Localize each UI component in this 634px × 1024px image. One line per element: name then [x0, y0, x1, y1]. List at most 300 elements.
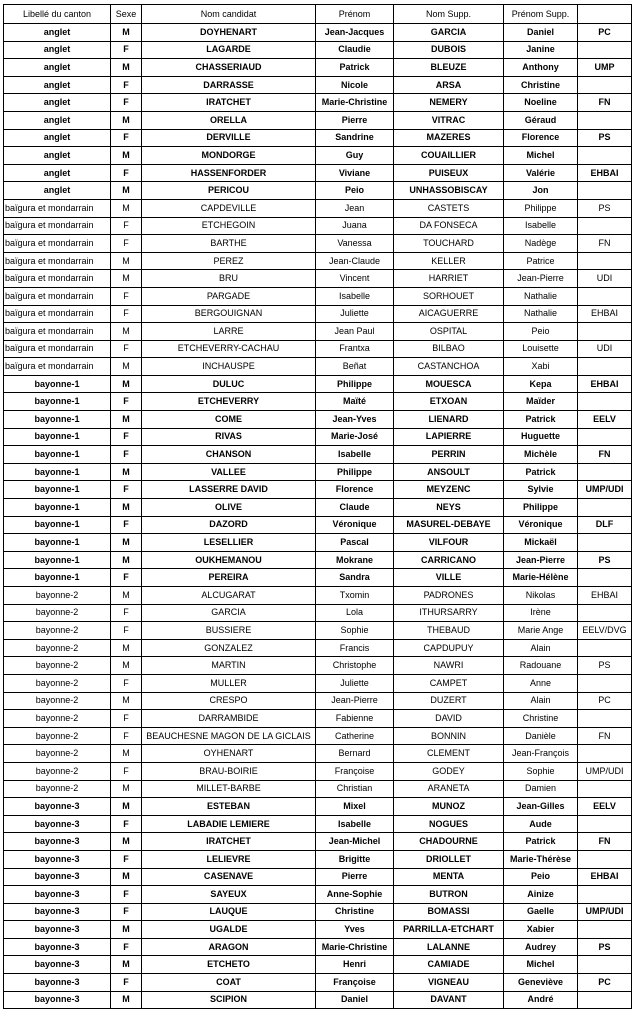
table-row: [4, 938, 632, 956]
cell-prenom-supp: Michèle: [504, 446, 578, 464]
cell-prenom: Juana: [316, 217, 394, 235]
cell-sexe: M: [111, 323, 142, 341]
cell-party: [578, 358, 632, 376]
cell-nom-supp: OSPITAL: [394, 323, 504, 341]
cell-canton: bayonne-1: [4, 569, 111, 587]
cell-sexe: M: [111, 59, 142, 77]
cell-nom-candidat: VALLEE: [142, 463, 316, 481]
cell-party: [578, 815, 632, 833]
cell-prenom: Isabelle: [316, 287, 394, 305]
cell-nom-candidat: OLIVE: [142, 499, 316, 517]
cell-canton: anglet: [4, 111, 111, 129]
cell-prenom-supp: Alain: [504, 639, 578, 657]
cell-prenom-supp: Patrick: [504, 833, 578, 851]
cell-nom-supp: CLEMENT: [394, 745, 504, 763]
cell-prenom-supp: Patrice: [504, 252, 578, 270]
cell-party: EELV: [578, 411, 632, 429]
cell-prenom-supp: Anthony: [504, 59, 578, 77]
table-row: [4, 270, 632, 288]
cell-party: [578, 780, 632, 798]
cell-canton: anglet: [4, 41, 111, 59]
table-row: [4, 727, 632, 745]
cell-sexe: M: [111, 534, 142, 552]
cell-nom-supp: BONNIN: [394, 727, 504, 745]
cell-canton: baïgura et mondarrain: [4, 217, 111, 235]
cell-canton: anglet: [4, 59, 111, 77]
cell-nom-supp: ETXOAN: [394, 393, 504, 411]
cell-nom-supp: SORHOUET: [394, 287, 504, 305]
cell-nom-candidat: ETCHEVERRY: [142, 393, 316, 411]
cell-canton: bayonne-2: [4, 639, 111, 657]
cell-nom-candidat: BRU: [142, 270, 316, 288]
cell-prenom: Brigitte: [316, 850, 394, 868]
cell-nom-supp: LIENARD: [394, 411, 504, 429]
cell-party: FN: [578, 833, 632, 851]
table-row: [4, 745, 632, 763]
cell-canton: bayonne-1: [4, 428, 111, 446]
header-nom-supp: Nom Supp.: [394, 5, 504, 24]
cell-canton: bayonne-3: [4, 974, 111, 992]
cell-nom-candidat: CRESPO: [142, 692, 316, 710]
table-row: [4, 886, 632, 904]
cell-nom-candidat: MARTIN: [142, 657, 316, 675]
cell-nom-candidat: LASSERRE DAVID: [142, 481, 316, 499]
cell-canton: bayonne-3: [4, 956, 111, 974]
cell-nom-candidat: ETCHEGOIN: [142, 217, 316, 235]
cell-prenom-supp: Jean-Pierre: [504, 270, 578, 288]
cell-party: EELV: [578, 798, 632, 816]
header-nom-candidat: Nom candidat: [142, 5, 316, 24]
cell-canton: baïgura et mondarrain: [4, 270, 111, 288]
table-row: [4, 639, 632, 657]
cell-sexe: M: [111, 991, 142, 1009]
cell-canton: bayonne-2: [4, 604, 111, 622]
cell-nom-candidat: COME: [142, 411, 316, 429]
cell-prenom: Jean-Claude: [316, 252, 394, 270]
cell-party: [578, 182, 632, 200]
cell-prenom-supp: Marie Ange: [504, 622, 578, 640]
cell-canton: bayonne-3: [4, 815, 111, 833]
cell-party: PS: [578, 199, 632, 217]
cell-party: [578, 956, 632, 974]
cell-party: PS: [578, 657, 632, 675]
cell-prenom-supp: Michel: [504, 147, 578, 165]
table-row: [4, 674, 632, 692]
cell-canton: bayonne-3: [4, 991, 111, 1009]
cell-prenom: Anne-Sophie: [316, 886, 394, 904]
cell-prenom-supp: Patrick: [504, 411, 578, 429]
cell-nom-candidat: DARRASSE: [142, 76, 316, 94]
cell-sexe: M: [111, 587, 142, 605]
cell-sexe: F: [111, 481, 142, 499]
cell-party: PC: [578, 974, 632, 992]
table-row: [4, 287, 632, 305]
cell-prenom: Catherine: [316, 727, 394, 745]
cell-sexe: F: [111, 938, 142, 956]
cell-nom-candidat: CHANSON: [142, 446, 316, 464]
cell-nom-candidat: ETCHEVERRY-CACHAU: [142, 340, 316, 358]
cell-nom-candidat: IRATCHET: [142, 94, 316, 112]
cell-party: [578, 499, 632, 517]
cell-party: UMP/UDI: [578, 481, 632, 499]
cell-prenom-supp: Nathalie: [504, 287, 578, 305]
cell-nom-candidat: GONZALEZ: [142, 639, 316, 657]
cell-canton: baïgura et mondarrain: [4, 305, 111, 323]
cell-nom-supp: VILFOUR: [394, 534, 504, 552]
cell-prenom: Lola: [316, 604, 394, 622]
cell-prenom: Daniel: [316, 991, 394, 1009]
cell-prenom: Juliette: [316, 674, 394, 692]
cell-party: [578, 710, 632, 728]
cell-nom-candidat: MULLER: [142, 674, 316, 692]
header-prenom-supp: Prénom Supp.: [504, 5, 578, 24]
cell-prenom-supp: Maïder: [504, 393, 578, 411]
cell-nom-candidat: PARGADE: [142, 287, 316, 305]
cell-nom-candidat: SAYEUX: [142, 886, 316, 904]
cell-canton: baïgura et mondarrain: [4, 199, 111, 217]
cell-party: [578, 393, 632, 411]
cell-nom-supp: NOGUES: [394, 815, 504, 833]
cell-prenom-supp: Sylvie: [504, 481, 578, 499]
cell-sexe: M: [111, 798, 142, 816]
cell-prenom-supp: Christine: [504, 710, 578, 728]
cell-prenom: Pierre: [316, 868, 394, 886]
cell-party: EHBAI: [578, 164, 632, 182]
cell-prenom: Beñat: [316, 358, 394, 376]
cell-nom-supp: LAPIERRE: [394, 428, 504, 446]
cell-nom-candidat: LESELLIER: [142, 534, 316, 552]
cell-party: EHBAI: [578, 305, 632, 323]
cell-nom-candidat: DOYHENART: [142, 24, 316, 42]
cell-sexe: M: [111, 639, 142, 657]
cell-nom-supp: MUNOZ: [394, 798, 504, 816]
table-row: [4, 921, 632, 939]
cell-prenom-supp: Gaelle: [504, 903, 578, 921]
table-row: [4, 868, 632, 886]
cell-prenom-supp: Kepa: [504, 375, 578, 393]
cell-canton: baïgura et mondarrain: [4, 340, 111, 358]
cell-sexe: F: [111, 235, 142, 253]
cell-canton: bayonne-3: [4, 798, 111, 816]
cell-nom-supp: ARANETA: [394, 780, 504, 798]
cell-nom-supp: NAWRI: [394, 657, 504, 675]
cell-nom-candidat: LAUQUE: [142, 903, 316, 921]
cell-party: UDI: [578, 340, 632, 358]
cell-canton: bayonne-3: [4, 921, 111, 939]
cell-nom-supp: DAVANT: [394, 991, 504, 1009]
cell-party: [578, 745, 632, 763]
header-prenom: Prénom: [316, 5, 394, 24]
cell-sexe: M: [111, 147, 142, 165]
cell-prenom-supp: Mickaël: [504, 534, 578, 552]
table-row: [4, 762, 632, 780]
cell-prenom-supp: Xabi: [504, 358, 578, 376]
cell-party: [578, 604, 632, 622]
cell-sexe: F: [111, 305, 142, 323]
table-row: [4, 692, 632, 710]
cell-sexe: F: [111, 516, 142, 534]
cell-sexe: F: [111, 41, 142, 59]
cell-prenom-supp: Philippe: [504, 499, 578, 517]
cell-nom-candidat: IRATCHET: [142, 833, 316, 851]
cell-prenom: Florence: [316, 481, 394, 499]
cell-sexe: F: [111, 446, 142, 464]
cell-sexe: M: [111, 499, 142, 517]
cell-sexe: F: [111, 76, 142, 94]
cell-canton: bayonne-1: [4, 446, 111, 464]
cell-nom-supp: MASUREL-DEBAYE: [394, 516, 504, 534]
cell-canton: bayonne-1: [4, 393, 111, 411]
cell-prenom: Patrick: [316, 59, 394, 77]
table-row: [4, 199, 632, 217]
cell-prenom-supp: Christine: [504, 76, 578, 94]
cell-sexe: M: [111, 780, 142, 798]
cell-nom-candidat: LAGARDE: [142, 41, 316, 59]
cell-sexe: F: [111, 622, 142, 640]
table-row: [4, 463, 632, 481]
cell-nom-candidat: BEAUCHESNE MAGON DE LA GICLAIS: [142, 727, 316, 745]
cell-nom-candidat: PEREZ: [142, 252, 316, 270]
cell-prenom: Marie-José: [316, 428, 394, 446]
cell-nom-supp: BUTRON: [394, 886, 504, 904]
cell-canton: baïgura et mondarrain: [4, 235, 111, 253]
table-row: [4, 815, 632, 833]
cell-prenom: Sandrine: [316, 129, 394, 147]
cell-party: [578, 463, 632, 481]
cell-canton: bayonne-2: [4, 622, 111, 640]
cell-prenom-supp: Florence: [504, 129, 578, 147]
cell-prenom: Henri: [316, 956, 394, 974]
table-row: [4, 147, 632, 165]
cell-nom-candidat: CAPDEVILLE: [142, 199, 316, 217]
cell-prenom-supp: Jean-Gilles: [504, 798, 578, 816]
cell-sexe: F: [111, 569, 142, 587]
cell-canton: bayonne-3: [4, 833, 111, 851]
cell-prenom: Sandra: [316, 569, 394, 587]
cell-sexe: F: [111, 428, 142, 446]
table-row: [4, 340, 632, 358]
table-row: [4, 604, 632, 622]
cell-nom-supp: CAMPET: [394, 674, 504, 692]
cell-prenom-supp: Véronique: [504, 516, 578, 534]
cell-prenom: Philippe: [316, 463, 394, 481]
cell-nom-candidat: UGALDE: [142, 921, 316, 939]
cell-canton: bayonne-1: [4, 375, 111, 393]
cell-nom-candidat: ALCUGARAT: [142, 587, 316, 605]
table-row: [4, 780, 632, 798]
cell-prenom-supp: Janine: [504, 41, 578, 59]
cell-prenom: Claudie: [316, 41, 394, 59]
cell-nom-candidat: ARAGON: [142, 938, 316, 956]
table-row: [4, 182, 632, 200]
cell-nom-supp: CHADOURNE: [394, 833, 504, 851]
cell-party: [578, 147, 632, 165]
cell-party: [578, 674, 632, 692]
header-canton: Libellé du canton: [4, 5, 111, 24]
table-row: [4, 833, 632, 851]
cell-sexe: M: [111, 111, 142, 129]
cell-party: UDI: [578, 270, 632, 288]
cell-nom-candidat: GARCIA: [142, 604, 316, 622]
cell-nom-supp: VIGNEAU: [394, 974, 504, 992]
cell-party: FN: [578, 235, 632, 253]
table-row: [4, 551, 632, 569]
cell-sexe: M: [111, 745, 142, 763]
table-row: [4, 235, 632, 253]
cell-sexe: M: [111, 182, 142, 200]
cell-nom-candidat: DERVILLE: [142, 129, 316, 147]
cell-prenom: Christian: [316, 780, 394, 798]
cell-nom-candidat: INCHAUSPE: [142, 358, 316, 376]
cell-canton: bayonne-1: [4, 411, 111, 429]
cell-prenom: Jean-Pierre: [316, 692, 394, 710]
cell-prenom-supp: Noeline: [504, 94, 578, 112]
table-row: [4, 446, 632, 464]
cell-prenom: Vanessa: [316, 235, 394, 253]
cell-canton: bayonne-1: [4, 463, 111, 481]
cell-canton: bayonne-2: [4, 674, 111, 692]
cell-party: UMP/UDI: [578, 903, 632, 921]
cell-sexe: F: [111, 217, 142, 235]
table-row: [4, 252, 632, 270]
cell-nom-supp: PERRIN: [394, 446, 504, 464]
cell-prenom: Nicole: [316, 76, 394, 94]
cell-prenom: Mixel: [316, 798, 394, 816]
cell-sexe: M: [111, 252, 142, 270]
cell-nom-supp: MEYZENC: [394, 481, 504, 499]
cell-canton: baïgura et mondarrain: [4, 252, 111, 270]
cell-party: [578, 41, 632, 59]
cell-prenom-supp: Damien: [504, 780, 578, 798]
cell-party: EHBAI: [578, 587, 632, 605]
cell-prenom-supp: Valérie: [504, 164, 578, 182]
cell-nom-supp: DA FONSECA: [394, 217, 504, 235]
table-row: [4, 411, 632, 429]
cell-canton: bayonne-2: [4, 762, 111, 780]
cell-nom-supp: PADRONES: [394, 587, 504, 605]
cell-party: DLF: [578, 516, 632, 534]
cell-nom-candidat: LELIEVRE: [142, 850, 316, 868]
cell-prenom: Pierre: [316, 111, 394, 129]
cell-sexe: M: [111, 868, 142, 886]
cell-sexe: M: [111, 199, 142, 217]
header-sexe: Sexe: [111, 5, 142, 24]
cell-canton: anglet: [4, 164, 111, 182]
cell-canton: anglet: [4, 147, 111, 165]
cell-nom-supp: LALANNE: [394, 938, 504, 956]
cell-prenom: Jean-Yves: [316, 411, 394, 429]
cell-nom-supp: MENTA: [394, 868, 504, 886]
cell-prenom: Francis: [316, 639, 394, 657]
cell-prenom-supp: Marie-Hélène: [504, 569, 578, 587]
cell-nom-supp: DAVID: [394, 710, 504, 728]
table-row: [4, 974, 632, 992]
cell-prenom: Christophe: [316, 657, 394, 675]
cell-prenom: Marie-Christine: [316, 94, 394, 112]
cell-prenom-supp: Danièle: [504, 727, 578, 745]
header-row: [4, 5, 632, 24]
table-row: [4, 217, 632, 235]
table-row: [4, 358, 632, 376]
cell-nom-supp: CASTANCHOA: [394, 358, 504, 376]
table-row: [4, 587, 632, 605]
cell-nom-candidat: COAT: [142, 974, 316, 992]
cell-nom-candidat: BERGOUIGNAN: [142, 305, 316, 323]
table-row: [4, 111, 632, 129]
cell-nom-supp: MAZERES: [394, 129, 504, 147]
cell-prenom: Claude: [316, 499, 394, 517]
table-row: [4, 305, 632, 323]
cell-party: FN: [578, 446, 632, 464]
cell-prenom: Maïté: [316, 393, 394, 411]
cell-nom-supp: CAPDUPUY: [394, 639, 504, 657]
document-page: [3, 4, 631, 1009]
cell-canton: baïgura et mondarrain: [4, 358, 111, 376]
cell-sexe: M: [111, 956, 142, 974]
cell-nom-supp: UNHASSOBISCAY: [394, 182, 504, 200]
cell-nom-supp: PARRILLA-ETCHART: [394, 921, 504, 939]
cell-nom-supp: NEYS: [394, 499, 504, 517]
cell-sexe: F: [111, 974, 142, 992]
cell-canton: bayonne-3: [4, 886, 111, 904]
cell-party: [578, 569, 632, 587]
cell-nom-supp: CASTETS: [394, 199, 504, 217]
cell-prenom: Philippe: [316, 375, 394, 393]
cell-nom-supp: VILLE: [394, 569, 504, 587]
cell-nom-candidat: BARTHE: [142, 235, 316, 253]
cell-party: [578, 76, 632, 94]
cell-prenom: Yves: [316, 921, 394, 939]
cell-sexe: F: [111, 727, 142, 745]
cell-prenom-supp: Jean-Pierre: [504, 551, 578, 569]
cell-canton: bayonne-1: [4, 481, 111, 499]
cell-canton: bayonne-2: [4, 780, 111, 798]
cell-prenom-supp: Aude: [504, 815, 578, 833]
cell-sexe: F: [111, 710, 142, 728]
table-row: [4, 481, 632, 499]
cell-party: [578, 639, 632, 657]
cell-prenom-supp: Nikolas: [504, 587, 578, 605]
cell-nom-candidat: BUSSIERE: [142, 622, 316, 640]
cell-prenom-supp: Audrey: [504, 938, 578, 956]
cell-nom-candidat: DARRAMBIDE: [142, 710, 316, 728]
cell-party: [578, 921, 632, 939]
cell-canton: anglet: [4, 76, 111, 94]
table-row: [4, 516, 632, 534]
cell-canton: anglet: [4, 182, 111, 200]
cell-sexe: M: [111, 270, 142, 288]
cell-canton: bayonne-3: [4, 868, 111, 886]
cell-sexe: F: [111, 815, 142, 833]
cell-prenom-supp: Ainize: [504, 886, 578, 904]
cell-prenom-supp: Louisette: [504, 340, 578, 358]
cell-prenom-supp: Radouane: [504, 657, 578, 675]
cell-nom-candidat: OYHENART: [142, 745, 316, 763]
cell-prenom: Françoise: [316, 974, 394, 992]
cell-prenom-supp: Peio: [504, 323, 578, 341]
cell-party: PC: [578, 692, 632, 710]
cell-nom-supp: ARSA: [394, 76, 504, 94]
cell-prenom-supp: Nadège: [504, 235, 578, 253]
cell-sexe: M: [111, 375, 142, 393]
cell-sexe: M: [111, 551, 142, 569]
cell-party: [578, 534, 632, 552]
cell-canton: bayonne-1: [4, 516, 111, 534]
cell-prenom-supp: Anne: [504, 674, 578, 692]
cell-nom-candidat: MILLET-BARBE: [142, 780, 316, 798]
cell-nom-supp: TOUCHARD: [394, 235, 504, 253]
cell-nom-candidat: MONDORGE: [142, 147, 316, 165]
